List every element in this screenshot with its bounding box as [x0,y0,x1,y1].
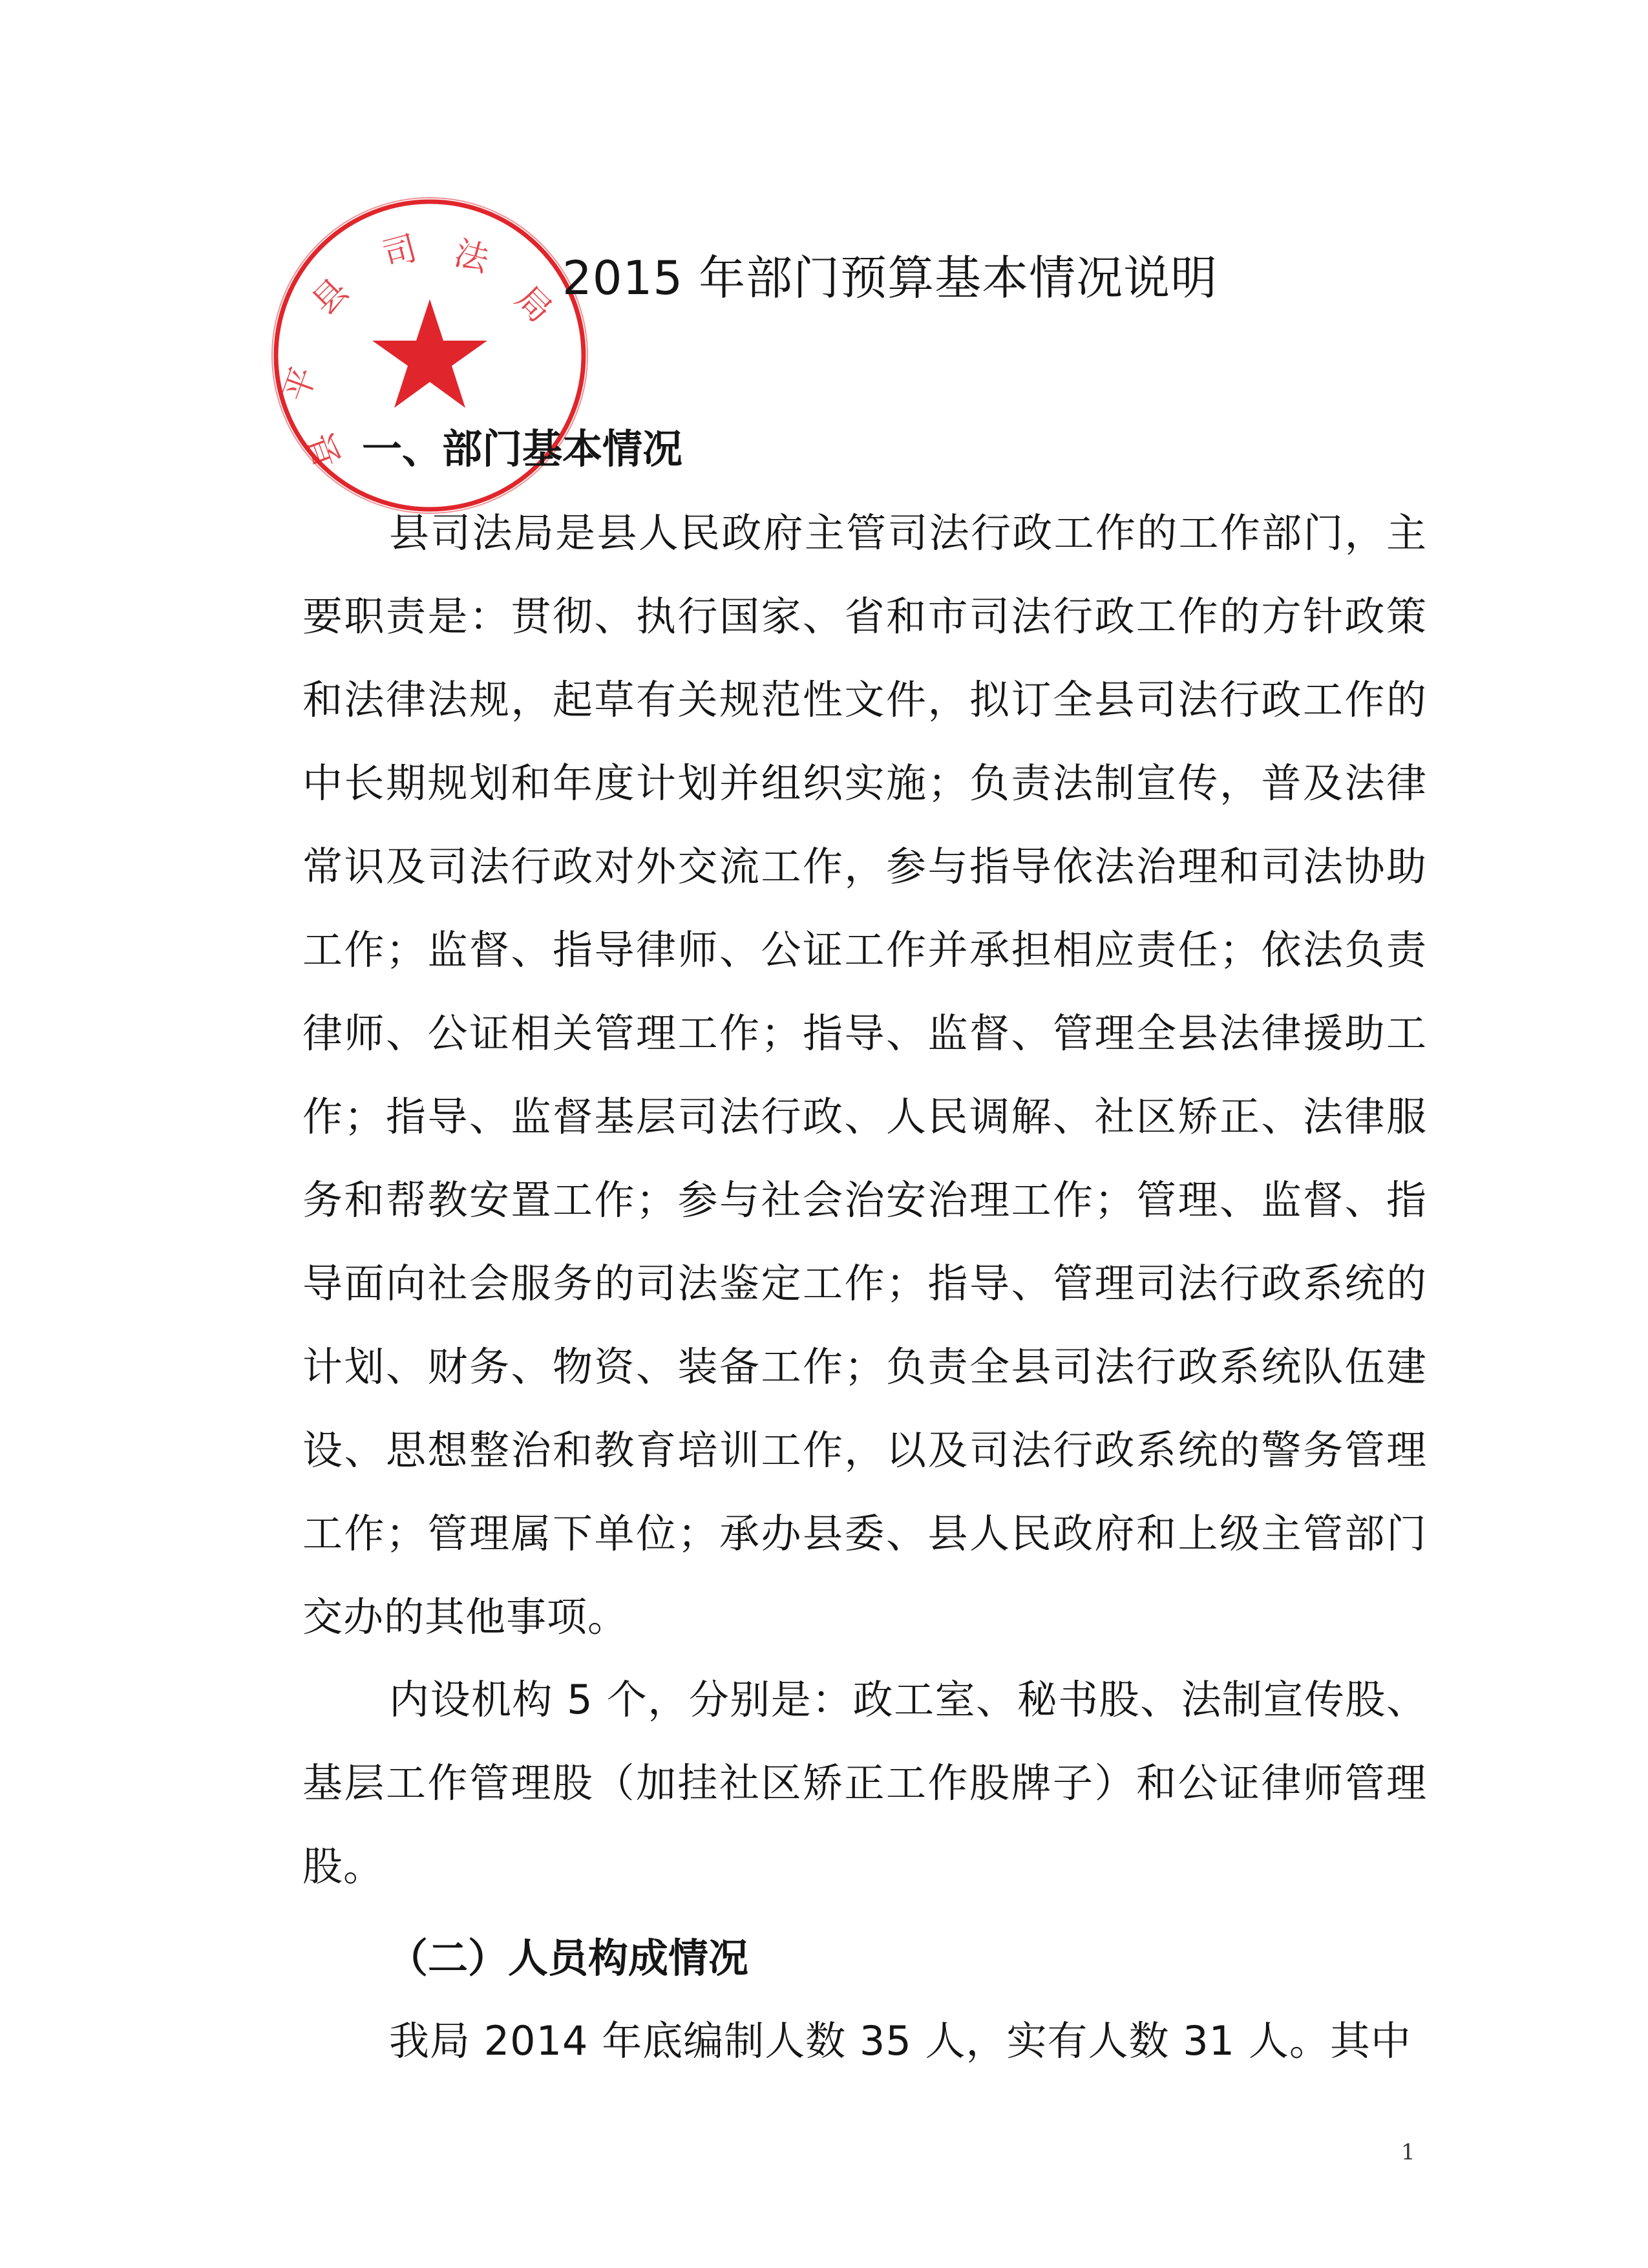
seal-char: 县 [304,271,356,323]
seal-char: 县 [301,427,350,473]
section-heading-staff: （二）人员构成情况 [388,1934,749,1982]
seal-char: 平 [276,362,325,407]
paragraph-internal-organs: 内设机构 5 个，分别是：政工室、秘书股、法制宣传股、基层工作管理股（加挂社区矫正工作股牌子）和公证律师管理股。 [302,1676,1427,1890]
seal-star-icon [372,299,487,408]
page-number: 1 [1401,2139,1415,2165]
seal-char: 局 [507,279,560,330]
paragraph-staff: 我局 2014 年底编制人数 35 人，实有人数 31 人。其中 [389,2017,1411,2064]
document-title: 2015 年部门预算基本情况说明 [562,251,1218,305]
seal-char: 司 [378,229,421,275]
paragraph-duties: 县司法局是县人民政府主管司法行政工作的工作部门，主要职责是：贯彻、执行国家、省和市司法行政工作的方针政策和法律法规，起草有关规范性文件，拟订全县司法行政工作的中长期规划和年度计划并组织实施；负责法制宣传，普及法律常识及司法行政对外交流工作，参与指导依法治理和司法协助工作；监督、指导律师、公证工作并承担相应责任；依法负责律师、公证相关管理工作；指导、监督、管理全县法律援助工作；指导、监督基层司法行政、人民调解、社区矫正、法律服务和帮教安置工作；参与社会治安治理工作；管理、监督、指导面向社会服务的司法鉴定工作；指导、管理司法行政系统的计划、财务、物资、装备工作；负责全县司法行政系统队伍建设、思想整治和教育培训工作，以及司法行政系统的警务管理工作；管理属下单位；承办县委、县人民政府和上级主管部门交办的其他事项。 [302,509,1427,1640]
section-heading-basic-info: 一、部门基本情况 [362,425,683,472]
seal-char: 法 [450,233,493,281]
